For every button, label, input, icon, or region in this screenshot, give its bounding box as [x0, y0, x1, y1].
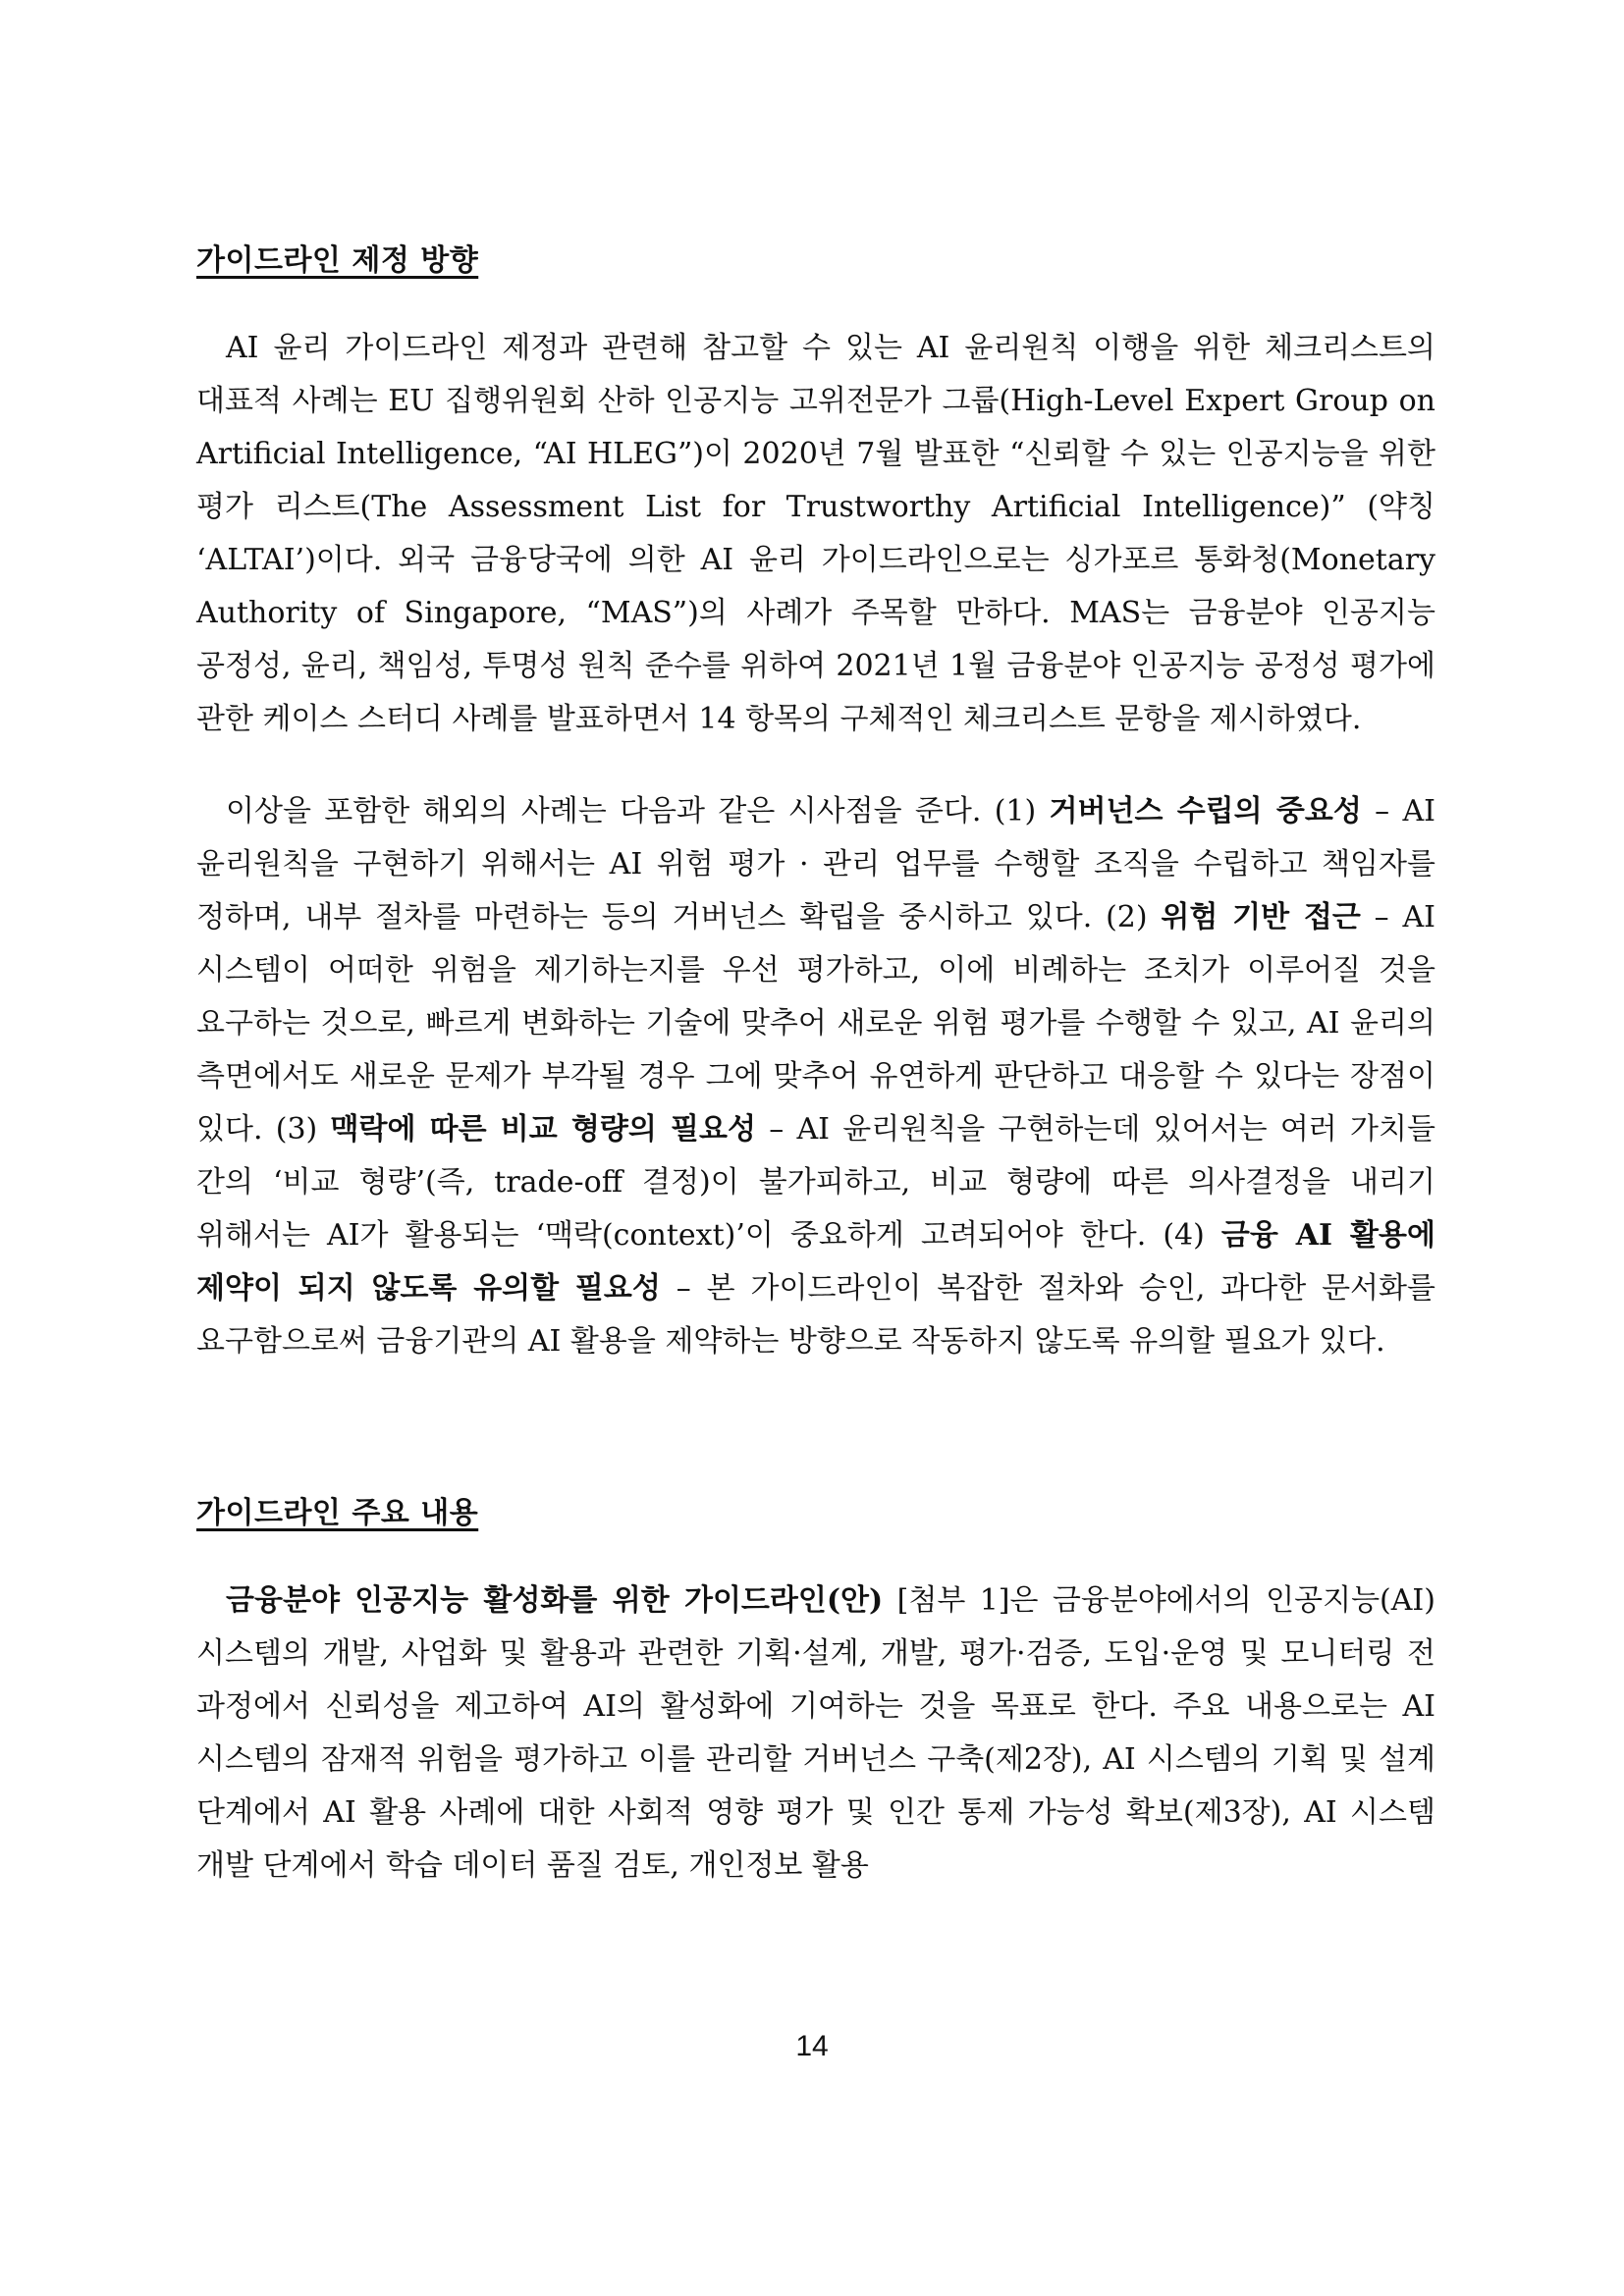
bold-governance: 거버넌스 수립의 중요성 [1049, 794, 1362, 828]
document-page [196, 236, 1435, 1893]
text-run: [첨부 1]은 금융분야에서의 인공지능(AI) 시스템의 개발, 사업화 및 활용과 관련한 기획·설계, 개발, 평가·검증, 도입·운영 및 모니터링 전 과정에서 신뢰성을 제고하여 AI의 활성화에 기여하는 것을 목표로 한다. 주요 내용으로는 AI 시스템의 잠재적 위험을 평가하고 이를 관리할 거버넌스 구축(제2장), AI 시스템의 기획 및 설계 단계에서 AI 활용 사례에 대한 사회적 영향 평가 및 인간 통제 가능성 확보(제3장), AI 시스템 개발 단계에서 학습 데이터 품질 검토, 개인정보 활용 [196, 1583, 1435, 1883]
text-run: 이상을 포함한 해외의 사례는 다음과 같은 시사점을 준다. (1) [226, 794, 1050, 828]
text-run: – AI 시스템이 어떠한 위험을 제기하는지를 우선 평가하고, 이에 비례하는 조치가 이루어질 것을 요구하는 것으로, 빠르게 변화하는 기술에 맞추어 새로운 위험 평가를 수행할 수 있고, AI 윤리의 측면에서도 새로운 문제가 부각될 경우 그에 맞추어 유연하게 판단하고 대응할 수 있다는 장점이 있다. (3) [196, 900, 1435, 1147]
bold-no-constraint: 금융 AI 활용에 제약이 되지 않도록 유의할 필요성 [196, 1218, 1435, 1306]
section-gap [196, 1368, 1435, 1488]
paragraph-implications [196, 785, 1435, 1368]
text-run: – 본 가이드라인이 복잡한 절차와 승인, 과다한 문서화를 요구함으로써 금융기관의 AI 활용을 제약하는 방향으로 작동하지 않도록 유의할 필요가 있다. [196, 1271, 1435, 1359]
paragraph-guideline-summary [196, 1575, 1435, 1893]
section-heading-direction: 가이드라인 제정 방향 [196, 243, 479, 278]
bold-guideline-title: 금융분야 인공지능 활성화를 위한 가이드라인(안) [226, 1583, 884, 1618]
text-run: – AI 윤리원칙을 구현하기 위해서는 AI 위험 평가 · 관리 업무를 수행할 조직을 수립하고 책임자를 정하며, 내부 절차를 마련하는 등의 거버넌스 확립을 중시하고 있다. (2) [196, 794, 1435, 934]
text-run: – AI 윤리원칙을 구현하는데 있어서는 여러 가치들 간의 ‘비교 형량’(즉, trade-off 결정)이 불가피하고, 비교 형량에 따른 의사결정을 내리기 위해서는 AI가 활용되는 ‘맥락(context)’이 중요하게 고려되어야 한다. (4) [196, 1112, 1435, 1253]
page-number: 14 [795, 2030, 829, 2062]
bold-context-tradeoff: 맥락에 따른 비교 형량의 필요성 [330, 1112, 756, 1147]
paragraph-checklist-cases: AI 윤리 가이드라인 제정과 관련해 참고할 수 있는 AI 윤리원칙 이행을 위한 체크리스트의 대표적 사례는 EU 집행위원회 산하 인공지능 고위전문가 그룹(High-Level Expert Group on Artificial Intelligence, “AI HLEG”)이 2020년 7월 발표한 “신뢰할 수 있는 인공지능을 위한 평가 리스트(The Assessment List for Trustworthy Artificial Intelligence)” (약칭 ‘ALTAI’)이다. 외국 금융당국에 의한 AI 윤리 가이드라인으로는 싱가포르 통화청(Monetary Authority of Singapore, “MAS”)의 사례가 주목할 만하다. MAS는 금융분야 인공지능 공정성, 윤리, 책임성, 투명성 원칙 준수를 위하여 2021년 1월 금융분야 인공지능 공정성 평가에 관한 케이스 스터디 사례를 발표하면서 14 항목의 구체적인 체크리스트 문항을 제시하였다. [196, 331, 1435, 736]
section-heading-main-content: 가이드라인 주요 내용 [196, 1496, 479, 1530]
paragraph-gap [196, 746, 1435, 785]
bold-risk-based: 위험 기반 접근 [1161, 900, 1361, 934]
